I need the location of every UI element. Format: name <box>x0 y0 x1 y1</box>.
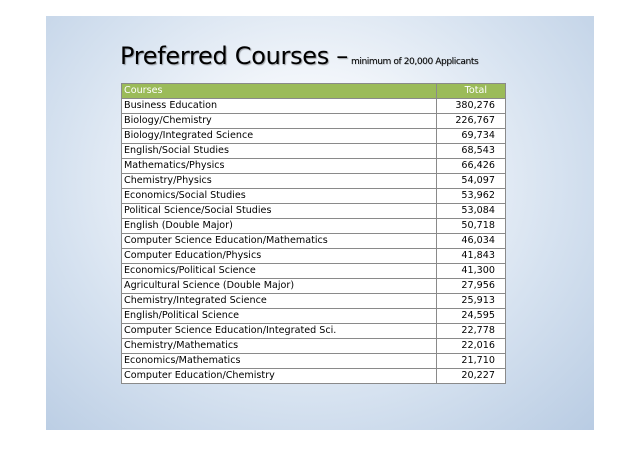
course-name-cell: Biology/Integrated Science <box>122 129 437 144</box>
header-total: Total <box>437 84 506 99</box>
table-header-row <box>122 84 506 99</box>
course-name-cell: Mathematics/Physics <box>122 159 437 174</box>
course-total-cell: 68,543 <box>437 144 506 159</box>
course-total-cell: 25,913 <box>437 294 506 309</box>
course-total-cell: 46,034 <box>437 234 506 249</box>
table-row <box>122 114 506 129</box>
course-total-cell: 53,084 <box>437 204 506 219</box>
course-name-cell: Economics/Political Science <box>122 264 437 279</box>
course-name-cell: Chemistry/Integrated Science <box>122 294 437 309</box>
course-total-cell: 226,767 <box>437 114 506 129</box>
table-row <box>122 369 506 384</box>
table-row <box>122 144 506 159</box>
course-total-cell: 69,734 <box>437 129 506 144</box>
table-row <box>122 174 506 189</box>
course-total-cell: 21,710 <box>437 354 506 369</box>
table-row <box>122 159 506 174</box>
course-name-cell: Business Education <box>122 99 437 114</box>
course-name-cell: Chemistry/Mathematics <box>122 339 437 354</box>
table-row <box>122 309 506 324</box>
course-total-cell: 54,097 <box>437 174 506 189</box>
title-main: Preferred Courses – <box>120 42 349 70</box>
table-row <box>122 279 506 294</box>
header-courses: Courses <box>122 84 437 99</box>
course-total-cell: 22,016 <box>437 339 506 354</box>
course-total-cell: 20,227 <box>437 369 506 384</box>
table-row <box>122 339 506 354</box>
course-name-cell: Chemistry/Physics <box>122 174 437 189</box>
course-total-cell: 380,276 <box>437 99 506 114</box>
course-name-cell: Economics/Social Studies <box>122 189 437 204</box>
table-row <box>122 204 506 219</box>
course-total-cell: 22,778 <box>437 324 506 339</box>
course-name-cell: Computer Education/Physics <box>122 249 437 264</box>
course-name-cell: Computer Science Education/Mathematics <box>122 234 437 249</box>
table-row <box>122 189 506 204</box>
course-total-cell: 53,962 <box>437 189 506 204</box>
courses-table <box>121 83 506 384</box>
table-row <box>122 129 506 144</box>
slide-title <box>120 44 478 68</box>
title-subtitle: minimum of 20,000 Applicants <box>351 57 479 67</box>
table-row <box>122 249 506 264</box>
table-row <box>122 264 506 279</box>
course-total-cell: 27,956 <box>437 279 506 294</box>
course-name-cell: Biology/Chemistry <box>122 114 437 129</box>
course-name-cell: Computer Science Education/Integrated Sci. <box>122 324 437 339</box>
course-name-cell: English/Political Science <box>122 309 437 324</box>
course-name-cell: Political Science/Social Studies <box>122 204 437 219</box>
table-row <box>122 324 506 339</box>
table-row <box>122 234 506 249</box>
course-name-cell: English/Social Studies <box>122 144 437 159</box>
table-row <box>122 99 506 114</box>
table-row <box>122 354 506 369</box>
course-name-cell: Computer Education/Chemistry <box>122 369 437 384</box>
course-name-cell: English (Double Major) <box>122 219 437 234</box>
course-name-cell: Agricultural Science (Double Major) <box>122 279 437 294</box>
course-name-cell: Economics/Mathematics <box>122 354 437 369</box>
course-total-cell: 41,843 <box>437 249 506 264</box>
course-total-cell: 41,300 <box>437 264 506 279</box>
table-row <box>122 294 506 309</box>
course-total-cell: 66,426 <box>437 159 506 174</box>
table-row <box>122 219 506 234</box>
course-total-cell: 24,595 <box>437 309 506 324</box>
course-total-cell: 50,718 <box>437 219 506 234</box>
